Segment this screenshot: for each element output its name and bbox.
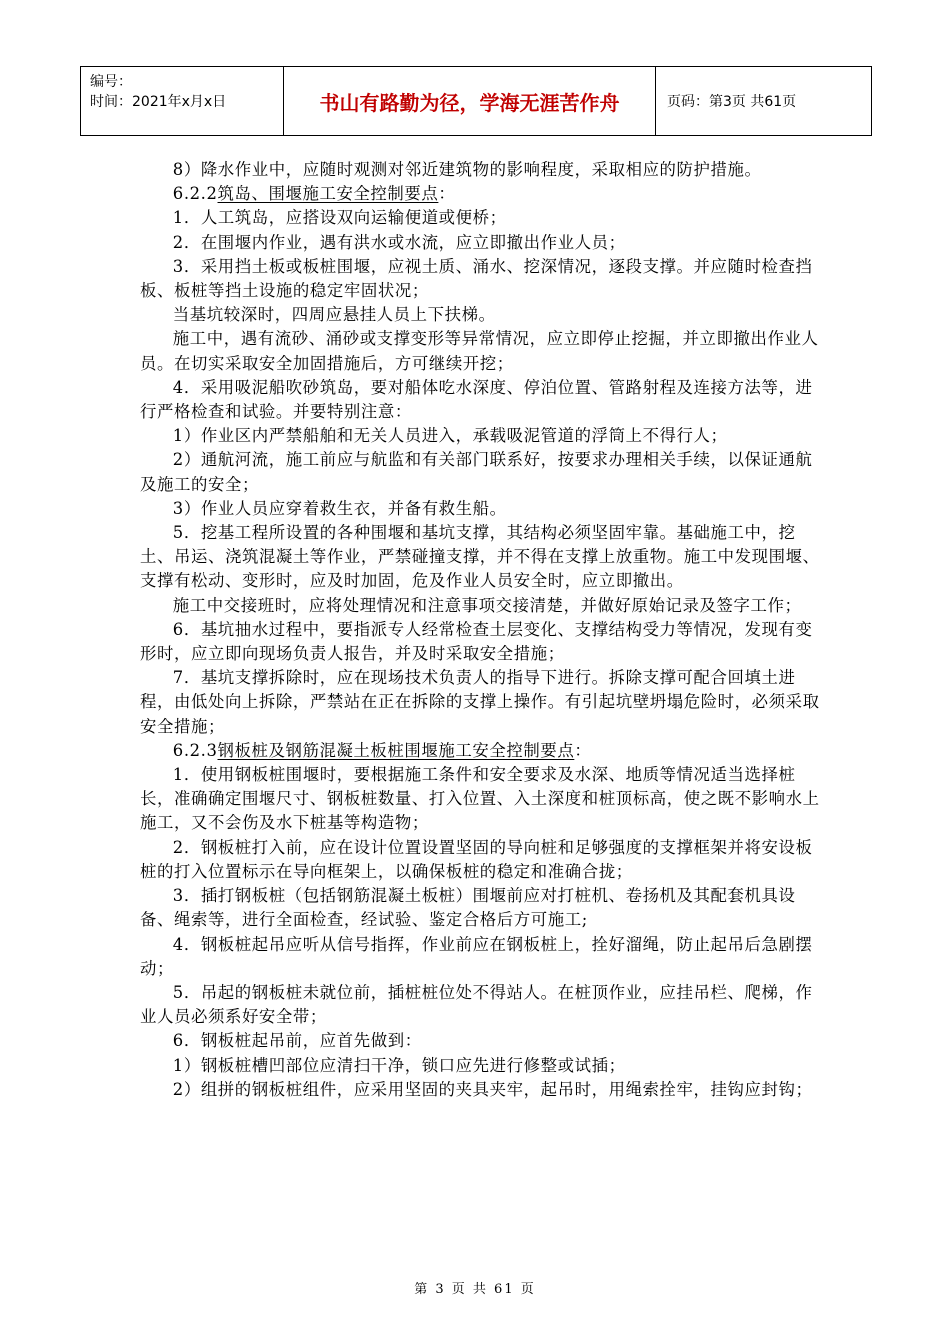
header-page-info: 页码：第3页 共61页	[667, 94, 797, 110]
body-paragraph: 当基坑较深时，四周应悬挂人员上下扶梯。	[172, 305, 496, 325]
body-paragraph: 3．采用挡土板或板桩围堰，应视土质、涌水、挖深情况，逐段支撑。并应随时检查挡板、板桩等挡土设施的稳定牢固状况；	[140, 256, 813, 301]
body-paragraph: 8）降水作业中，应随时观测对邻近建筑物的影响程度，采取相应的防护措施。	[172, 160, 762, 179]
body-paragraph: 7．基坑支撑拆除时，应在现场技术负责人的指导下进行。拆除支撑可配合回填土进程，由低处向上拆除，严禁站在正在拆除的支撑上操作。有引起坑壁坍塌危险时，必须采取安全措施；	[140, 668, 820, 736]
header-meta	[81, 67, 284, 135]
body-paragraph: 2）组拼的钢板桩组件，应采用坚固的夹具夹牢，起吊时，用绳索拴牢，挂钩应封钩；	[172, 1079, 813, 1099]
body-paragraph: 2．在围堰内作业，遇有洪水或水流，应立即撤出作业人员；	[172, 232, 626, 252]
section-title: 筑岛、围堰施工安全控制要点	[217, 184, 439, 204]
body-paragraph: 6．基坑抽水过程中，要指派专人经常检查土层变化、支撑结构受力等情况，发现有变形时，应立即向现场负责人报告，并及时采取安全措施；	[140, 619, 813, 664]
header-table	[80, 66, 872, 136]
body-paragraph: 5．挖基工程所设置的各种围堰和基坑支撑，其结构必须坚固牢靠。基础施工中，挖土、吊运、浇筑混凝土等作业，严禁碰撞支撑，并不得在支撑上放重物。施工中发现围堰、支撑有松动、变形时，应及时加固，危及作业人员安全时，应立即撤出。	[140, 523, 820, 591]
section-title: 钢板桩及钢筋混凝土板桩围堰施工安全控制要点	[217, 740, 575, 760]
page-footer: 第 3 页 共 61 页	[414, 1282, 536, 1297]
body-paragraph: 1）作业区内严禁船舶和无关人员进入，承载吸泥管道的浮筒上不得行人；	[172, 426, 728, 446]
document-date: 时间：2021年x月x日	[90, 94, 227, 110]
section-number: 6.2.3	[172, 740, 218, 760]
section-heading	[140, 739, 820, 763]
body-paragraph: 1．使用钢板桩围堰时，要根据施工条件和安全要求及水深、地质等情况适当选择桩长，准确确定围堰尺寸、钢板桩数量、打入位置、入土深度和桩顶标高，使之既不影响水上施工，又不会伤及水下桩基等构造物；	[140, 765, 820, 833]
body-paragraph: 6．钢板桩起吊前，应首先做到：	[172, 1031, 422, 1051]
body-paragraph: 4．钢板桩起吊应听从信号指挥，作业前应在钢板桩上，拴好溜绳，防止起吊后急剧摆动；	[140, 934, 813, 978]
body-paragraph: 施工中，遇有流砂、涌砂或支撑变形等异常情况，应立即停止挖掘，并立即撤出作业人员。在切实采取安全加固措施后，方可继续开挖；	[140, 329, 819, 373]
body-paragraph: 2）通航河流，施工前应与航监和有关部门联系好，按要求办理相关手续，以保证通航及施工的安全；	[140, 450, 813, 494]
header-motto: 书山有路勤为径，学海无涯苦作舟	[284, 67, 656, 135]
body-paragraph: 施工中交接班时，应将处理情况和注意事项交接清楚，并做好原始记录及签字工作；	[172, 595, 802, 615]
section-number: 6.2.2	[172, 184, 218, 204]
document-body	[140, 158, 820, 1102]
section-heading	[140, 182, 820, 206]
body-paragraph: 3）作业人员应穿着救生衣，并备有救生船。	[172, 498, 507, 518]
body-paragraph: 1）钢板桩槽凹部位应清扫干净，锁口应先进行修整或试插；	[172, 1055, 626, 1075]
document-number-label: 编号：	[90, 74, 132, 90]
section-colon: ：	[438, 184, 456, 204]
body-paragraph: 5．吊起的钢板桩未就位前，插桩桩位处不得站人。在桩顶作业，应挂吊栏、爬梯，作业人员必须系好安全带；	[140, 982, 813, 1027]
section-colon: ：	[574, 740, 592, 760]
body-paragraph: 4．采用吸泥船吹砂筑岛，要对船体吃水深度、停泊位置、管路射程及连接方法等，进行严格检查和试验。并要特别注意：	[140, 377, 813, 422]
body-paragraph: 2．钢板桩打入前，应在设计位置设置坚固的导向桩和足够强度的支撑框架并将安设板桩的打入位置标示在导向框架上，以确保板桩的稳定和准确合拢；	[140, 837, 813, 881]
body-paragraph: 1．人工筑岛，应搭设双向运输便道或便桥；	[172, 208, 507, 228]
body-paragraph: 3．插打钢板桩（包括钢筋混凝土板桩）围堰前应对打桩机、卷扬机及其配套机具设备、绳索等，进行全面检查，经试验、鉴定合格后方可施工;	[140, 886, 796, 930]
